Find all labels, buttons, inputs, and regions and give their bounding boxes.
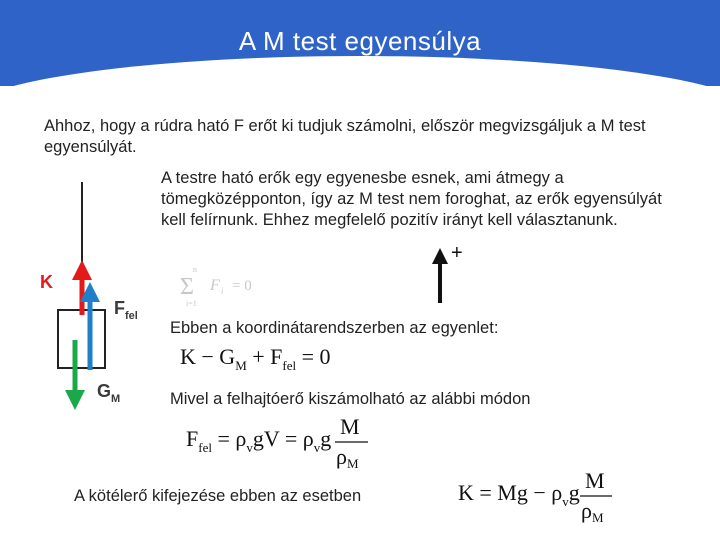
svg-text:Ffel = ρvgV = ρvg	[186, 426, 331, 455]
buoy-g: g	[320, 426, 332, 451]
svg-text:ρM	[336, 444, 359, 471]
buoy-denominator: ρ	[336, 444, 347, 469]
sum-lower: i=1	[186, 299, 197, 308]
balance-g-sub: M	[235, 358, 247, 373]
cable-rho-sub: v	[562, 494, 569, 509]
buoy-mid2: gV = ρ	[252, 426, 314, 451]
svg-text:K = Mg − ρvg	[458, 480, 580, 509]
coordinate-paragraph: Ebben a koordinátarendszerben az egyenlet:	[170, 319, 499, 337]
balance-equation	[180, 344, 331, 373]
svg-text:K − GM + Ffel = 0	[180, 344, 331, 373]
buoy-lhs-sub: fel	[198, 440, 212, 455]
cable-g: g	[568, 480, 580, 505]
weight-force-label-sub: M	[111, 393, 121, 405]
forces-paragraph: A testre ható erők egy egyenesbe esnek, ami átmegy a tömegközépponton, így az M test nem foroghat, az erők egyensúlyát kell felírnunk. Ehhez megfelelő pozitív irányt kell választanunk.	[161, 169, 662, 229]
page-title: A M test egyensúlya	[238, 26, 482, 56]
k-force-label: K	[40, 272, 53, 292]
buoy-rho1-sub: v	[246, 440, 253, 455]
sum-term: F	[210, 277, 220, 294]
svg-text:ρM	[581, 498, 604, 525]
sum-upper: n	[193, 265, 197, 274]
buoy-mid: = ρ	[211, 426, 247, 451]
sum-sigma-icon: Σ	[180, 274, 194, 300]
cable-denominator-sub: M	[591, 510, 604, 525]
cable-force-paragraph: A kötélerő kifejezése ebben az esetben	[74, 487, 362, 505]
buoyancy-equation	[186, 414, 368, 471]
balance-f-sub: fel	[282, 358, 297, 373]
buoy-rho2-sub: v	[313, 440, 321, 455]
sum-term-sub: i	[221, 286, 224, 296]
buoy-denominator-sub: M	[346, 456, 359, 471]
balance-mid: + F	[246, 344, 283, 369]
intro-paragraph: Ahhoz, hogy a rúdra ható F erőt ki tudjuk számolni, először megvizsgáljuk a M test egyensúlyát.	[44, 117, 646, 156]
buoyancy-paragraph: Mivel a felhajtóerő kiszámolható az alábbi módon	[170, 390, 531, 408]
cable-lhs: K = Mg − ρ	[458, 480, 563, 505]
sum-rhs: = 0	[232, 278, 252, 294]
buoy-numerator: M	[340, 414, 360, 439]
balance-rhs: = 0	[296, 344, 331, 369]
plus-sign: +	[451, 242, 463, 264]
balance-lhs: K − G	[180, 344, 236, 369]
buoyancy-force-label-sub: fel	[125, 310, 138, 322]
cable-numerator: M	[585, 468, 605, 493]
buoyancy-force-label-main: F	[114, 298, 125, 318]
cable-equation	[458, 468, 612, 525]
weight-force-label-main: G	[97, 381, 112, 401]
sum-equation	[180, 265, 252, 308]
cable-denominator: ρ	[581, 498, 592, 523]
buoy-lhs: F	[186, 426, 199, 451]
